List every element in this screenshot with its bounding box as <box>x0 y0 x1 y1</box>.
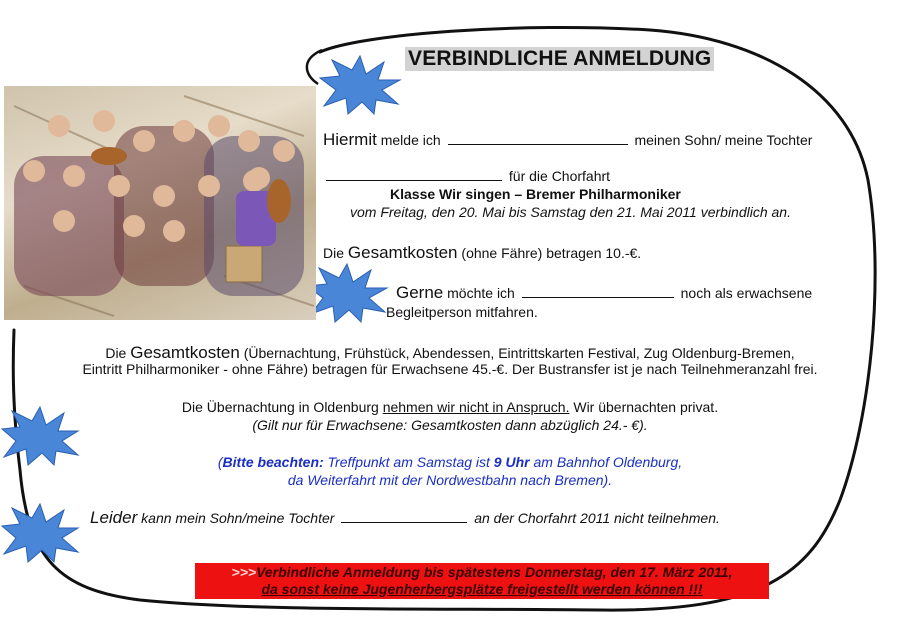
text-segment: kann mein Sohn/meine Tochter <box>141 510 335 526</box>
text-segment: Wir übernachten privat. <box>573 399 719 415</box>
deadline-line-1 <box>195 564 769 581</box>
text-segment: an der Chorfahrt 2011 nicht teilnehmen. <box>474 510 720 526</box>
text-segment: Die <box>105 345 127 361</box>
meeting-notice-2: da Weiterfahrt mit der Nordwestbahn nach Bremen). <box>287 472 613 488</box>
lead-word: Gerne <box>396 283 444 302</box>
text-segment: Verbindliche Anmeldung bis spätestens Donnerstag, den 17. März 2011, <box>256 564 733 580</box>
adult-line-2: Begleitperson mitfahren. <box>386 304 538 320</box>
child-name-line <box>323 168 610 184</box>
text-segment: am Bahnhof Oldenburg, <box>533 454 683 470</box>
group-photo-choir-children-icon <box>4 86 316 320</box>
text-segment: melde ich <box>380 132 441 148</box>
meeting-time: 9 Uhr <box>493 454 530 470</box>
lead-word: Leider <box>90 508 138 527</box>
keyword: Gesamtkosten <box>347 243 458 262</box>
child-name-blank[interactable] <box>326 179 502 181</box>
text-segment: ( <box>217 454 223 470</box>
underlined-text: nehmen wir nicht in Anspruch. <box>382 399 570 415</box>
name-blank[interactable] <box>448 143 628 145</box>
group-photo <box>4 86 316 320</box>
adult-cost-line-2: Eintritt Philharmoniker - ohne Fähre) betragen für Erwachsene 45.-€. Der Bustransfer ist je nach Teilnehmeranzahl frei. <box>82 361 818 377</box>
decline-blank[interactable] <box>341 521 467 523</box>
deadline-banner <box>195 563 769 599</box>
text-segment: Die <box>323 245 345 261</box>
notice-label: Bitte beachten: <box>222 454 324 470</box>
registration-line <box>323 130 812 150</box>
keyword: Gesamtkosten <box>130 343 240 362</box>
adult-line <box>396 283 812 303</box>
text-segment: noch als erwachsene <box>680 285 813 301</box>
text-segment: möchte ich <box>447 285 515 301</box>
adult-name-blank[interactable] <box>522 296 674 298</box>
text-segment: (Übernachtung, Frühstück, Abendessen, Eintrittskarten Festival, Zug Oldenburg-Bremen, <box>243 345 795 361</box>
cost-line <box>323 243 641 263</box>
arrow-marks: >>> <box>231 564 257 580</box>
decline-line <box>90 508 720 528</box>
page-title: VERBINDLICHE ANMELDUNG <box>405 47 714 71</box>
text-segment: Treffpunkt am Samstag ist <box>327 454 490 470</box>
text-segment: Die Übernachtung in Oldenburg <box>181 399 379 415</box>
event-title: Klasse Wir singen – Bremer Philharmoniker <box>390 186 681 202</box>
stay-line <box>20 399 880 415</box>
starburst-icon <box>305 262 389 324</box>
lead-word: Hiermit <box>323 130 377 149</box>
adult-cost-line <box>20 343 880 363</box>
text-segment: für die Chorfahrt <box>508 168 611 184</box>
starburst-icon <box>0 502 80 564</box>
deadline-line-2: da sonst keine Jugenherbergsplätze freigestellt werden können !!! <box>261 581 703 597</box>
stay-line-2: (Gilt nur für Erwachsene: Gesamtkosten dann abzüglich 24.- €). <box>252 417 648 433</box>
event-dates: vom Freitag, den 20. Mai bis Samstag den 21. Mai 2011 verbindlich an. <box>350 204 791 220</box>
starburst-icon <box>318 54 402 116</box>
text-segment: meinen Sohn/ meine Tochter <box>634 132 813 148</box>
meeting-notice <box>20 454 880 470</box>
text-segment: (ohne Fähre) betragen 10.-€. <box>461 245 642 261</box>
